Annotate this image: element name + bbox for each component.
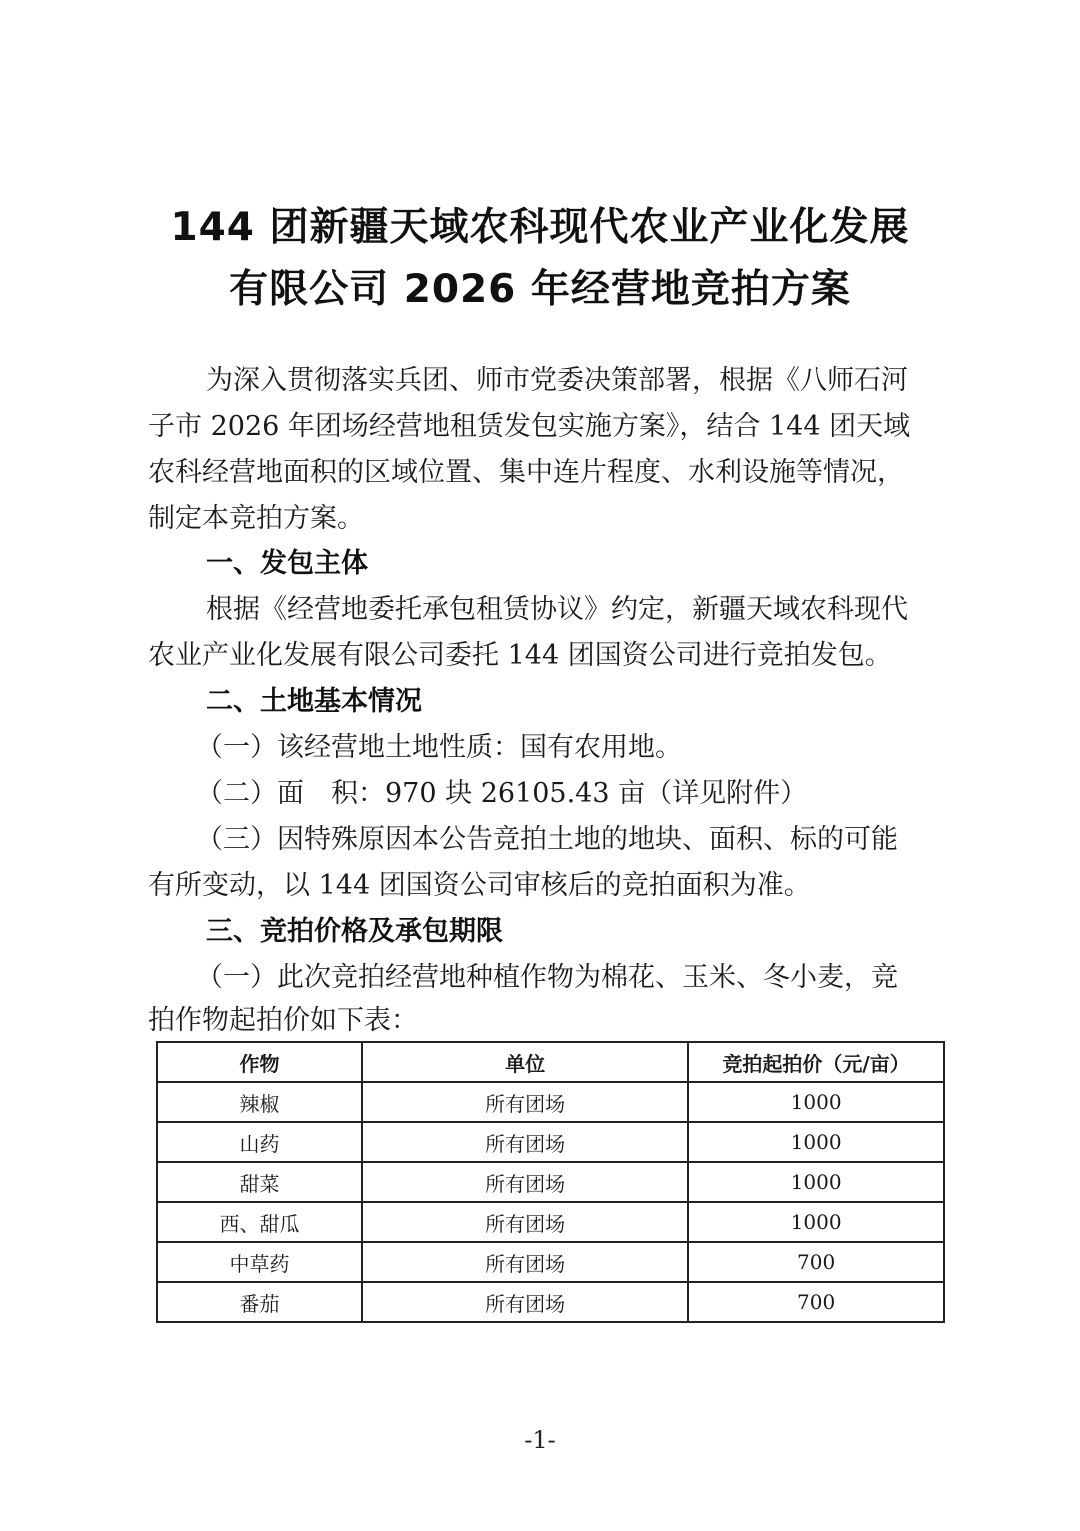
section-heading: 二、土地基本情况 [206,686,422,717]
table-row [157,1282,944,1322]
section3-line: （一）此次竞拍经营地种植作物为棉花、玉米、冬小麦，竞 [196,962,898,993]
cell-price: 1000 [688,1082,944,1122]
table-row [157,1082,944,1122]
section2-item: （二）面 积：970 块 26105.43 亩（详见附件） [196,778,808,809]
table-row [157,1122,944,1162]
section2-item: （一）该经营地土地性质：国有农用地。 [196,732,682,763]
section3-line: 拍作物起拍价如下表： [148,1005,418,1036]
table-row [157,1202,944,1242]
table-row [157,1242,944,1282]
intro-line: 制定本竞拍方案。 [148,503,364,534]
page-number: -1- [524,1426,556,1454]
table-header-row [157,1042,944,1082]
cell-price: 1000 [688,1162,944,1202]
section1-line: 农业产业化发展有限公司委托 144 团国资公司进行竞拍发包。 [148,640,892,671]
section-heading: 三、竞拍价格及承包期限 [206,916,503,947]
column-header-crop: 作物 [157,1042,362,1082]
cell-unit: 所有团场 [362,1282,688,1322]
cell-price: 700 [688,1242,944,1282]
cell-unit: 所有团场 [362,1162,688,1202]
document-title-line-1: 144 团新疆天域农科现代农业产业化发展 [170,205,910,250]
cell-price: 1000 [688,1122,944,1162]
column-header-price: 竞拍起拍价（元/亩） [688,1042,944,1082]
cell-unit: 所有团场 [362,1242,688,1282]
intro-line: 子市 2026 年团场经营地租赁发包实施方案》，结合 144 团天域 [148,411,911,442]
section-heading: 一、发包主体 [206,548,368,579]
cell-crop: 西、甜瓜 [157,1202,362,1242]
cell-crop: 山药 [157,1122,362,1162]
intro-line: 农科经营地面积的区域位置、集中连片程度、水利设施等情况， [148,457,904,488]
starting-price-table [156,1041,945,1323]
table-row [157,1162,944,1202]
document-title-line-2: 有限公司 2026 年经营地竞拍方案 [229,267,851,312]
section1-line: 根据《经营地委托承包租赁协议》约定，新疆天域农科现代 [206,594,908,625]
section2-item: （三）因特殊原因本公告竞拍土地的地块、面积、标的可能 [196,824,898,855]
cell-unit: 所有团场 [362,1082,688,1122]
cell-crop: 中草药 [157,1242,362,1282]
cell-price: 700 [688,1282,944,1322]
cell-crop: 甜菜 [157,1162,362,1202]
cell-unit: 所有团场 [362,1122,688,1162]
cell-unit: 所有团场 [362,1202,688,1242]
cell-crop: 番茄 [157,1282,362,1322]
cell-price: 1000 [688,1202,944,1242]
column-header-unit: 单位 [362,1042,688,1082]
intro-line: 为深入贯彻落实兵团、师市党委决策部署，根据《八师石河 [206,365,908,396]
section2-item: 有所变动，以 144 团国资公司审核后的竞拍面积为准。 [148,870,811,901]
cell-crop: 辣椒 [157,1082,362,1122]
